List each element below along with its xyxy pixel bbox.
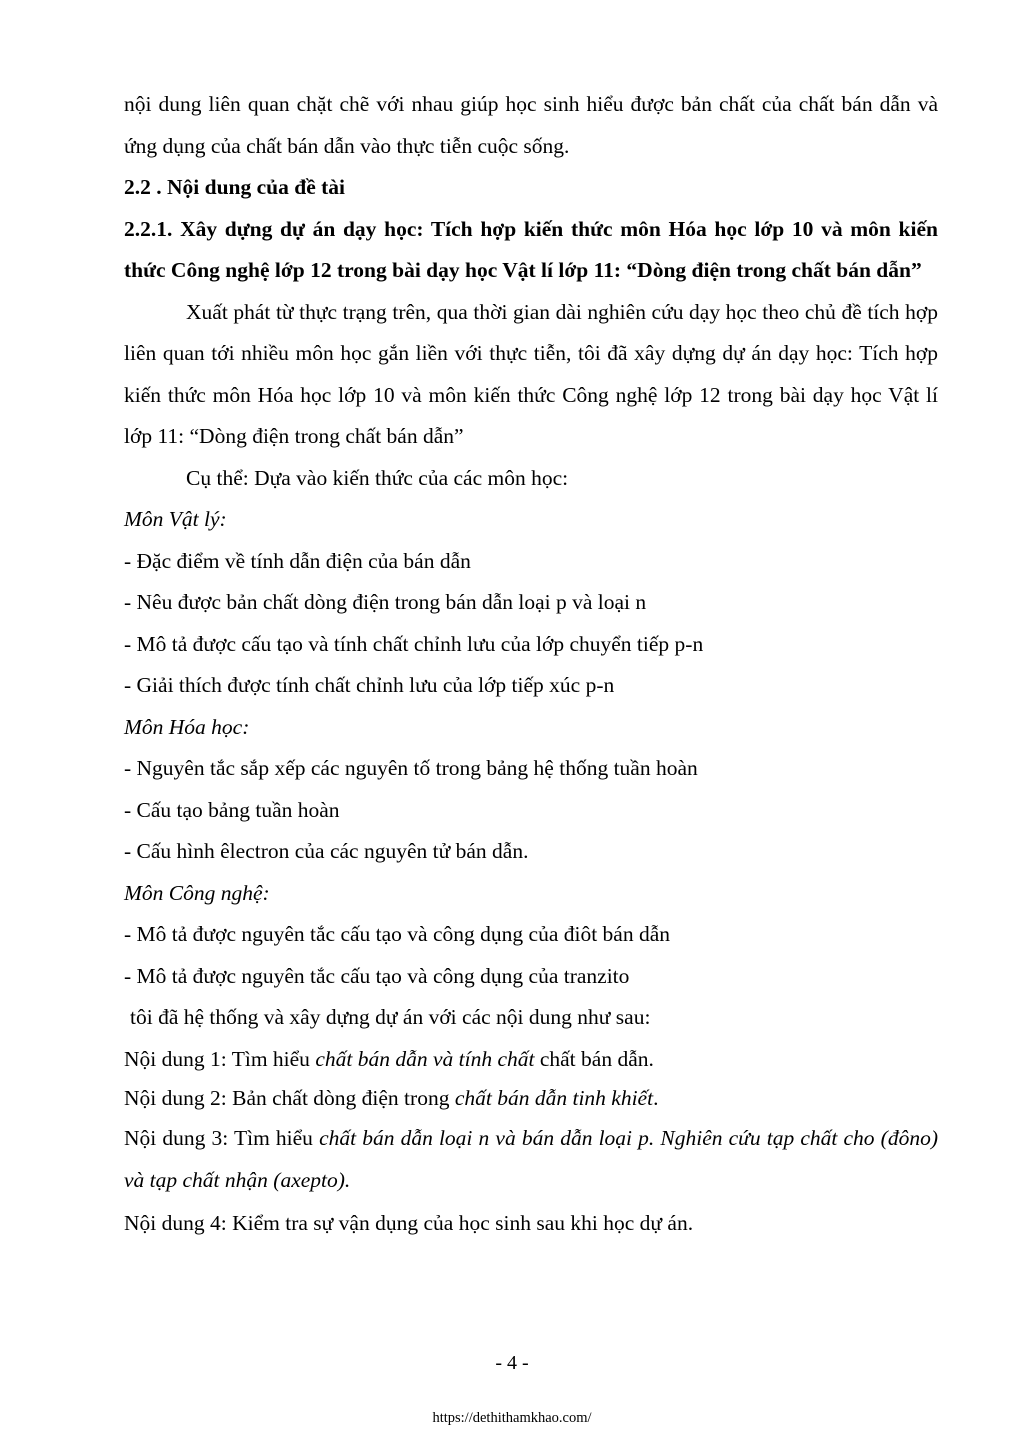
list-item: - Cấu hình êlectron của các nguyên tử bán dẫn. (124, 839, 529, 863)
page-content (124, 84, 938, 1245)
list-item: - Đặc điểm về tính dẫn điện của bán dẫn (124, 548, 471, 573)
content-item-1-italic: chất bán dẫn và tính chất (315, 1046, 535, 1071)
content-item-3-prefix: Nội dung 3: Tìm hiểu (124, 1126, 320, 1150)
list-item: - Mô tả được cấu tạo và tính chất chỉnh lưu của lớp chuyển tiếp p-n (124, 631, 704, 656)
system-line: tôi đã hệ thống và xây dựng dự án với các nội dung như sau: (130, 1005, 651, 1029)
subject-heading-physics: Môn Vật lý: (124, 507, 227, 531)
list-item: - Cấu tạo bảng tuần hoàn (124, 797, 340, 822)
page-number: - 4 - (495, 1352, 529, 1374)
section-heading-2-2-1: 2.2.1. Xây dựng dự án dạy học: Tích hợp kiến thức môn Hóa học lớp 10 và môn kiến thức Công nghệ lớp 12 trong bài dạy học Vật lí lớp 11: “Dòng điện trong chất bán dẫn” (124, 216, 938, 282)
list-item: - Giải thích được tính chất chỉnh lưu của lớp tiếp xúc p-n (124, 673, 615, 697)
content-item-1-suffix: chất bán dẫn. (534, 1046, 654, 1071)
content-item-2-prefix: Nội dung 2: Bản chất dòng điện trong (124, 1086, 455, 1110)
list-item: - Mô tả được nguyên tắc cấu tạo và công dụng của điôt bán dẫn (124, 922, 671, 946)
content-item-4-prefix: Nội dung 4: Kiểm tra sự vận dụng của học sinh sau khi học dự án. (124, 1211, 694, 1235)
subject-heading-technology: Môn Công nghệ: (124, 880, 270, 905)
origin-paragraph: Xuất phát từ thực trạng trên, qua thời gian dài nghiên cứu dạy học theo chủ đề tích hợp liên quan tới nhiều môn học gắn liền với thực tiễn, tôi đã xây dựng dự án dạy học: Tích hợp kiến thức môn Hóa học lớp 10 và môn kiến thức Công nghệ lớp 12 trong bài dạy học Vật lí lớp 11: “Dòng điện trong chất bán dẫn” (124, 299, 938, 448)
content-item-2 (124, 1084, 938, 1112)
list-item: - Nêu được bản chất dòng điện trong bán dẫn loại p và loại n (124, 590, 647, 614)
content-item-1 (124, 1039, 938, 1081)
list-item: - Nguyên tắc sắp xếp các nguyên tố trong bảng hệ thống tuần hoàn (124, 756, 698, 780)
content-item-1-prefix: Nội dung 1: Tìm hiểu (124, 1046, 316, 1071)
specific-paragraph: Cụ thể: Dựa vào kiến thức của các môn học: (186, 465, 569, 490)
footer-url[interactable]: https://dethithamkhao.com/ (432, 1410, 592, 1426)
section-heading-2-2: 2.2 . Nội dung của đề tài (124, 175, 346, 199)
content-item-3-italic: chất bán dẫn loại n và bán dẫn loại p. Nghiên cứu tạp chất cho (đôno) và tạp chất nhận (axepto). (124, 1126, 938, 1192)
content-item-2-italic: chất bán dẫn tinh khiết (454, 1086, 654, 1110)
content-item-4 (124, 1203, 938, 1245)
intro-paragraph: nội dung liên quan chặt chẽ với nhau giúp học sinh hiểu được bản chất của chất bán dẫn và ứng dụng của chất bán dẫn vào thực tiễn cuộc sống. (124, 92, 938, 158)
subject-heading-chemistry: Môn Hóa học: (124, 714, 250, 739)
content-item-3 (124, 1118, 938, 1201)
content-item-2-suffix: . (653, 1086, 659, 1110)
list-item: - Mô tả được nguyên tắc cấu tạo và công dụng của tranzito (124, 963, 630, 988)
